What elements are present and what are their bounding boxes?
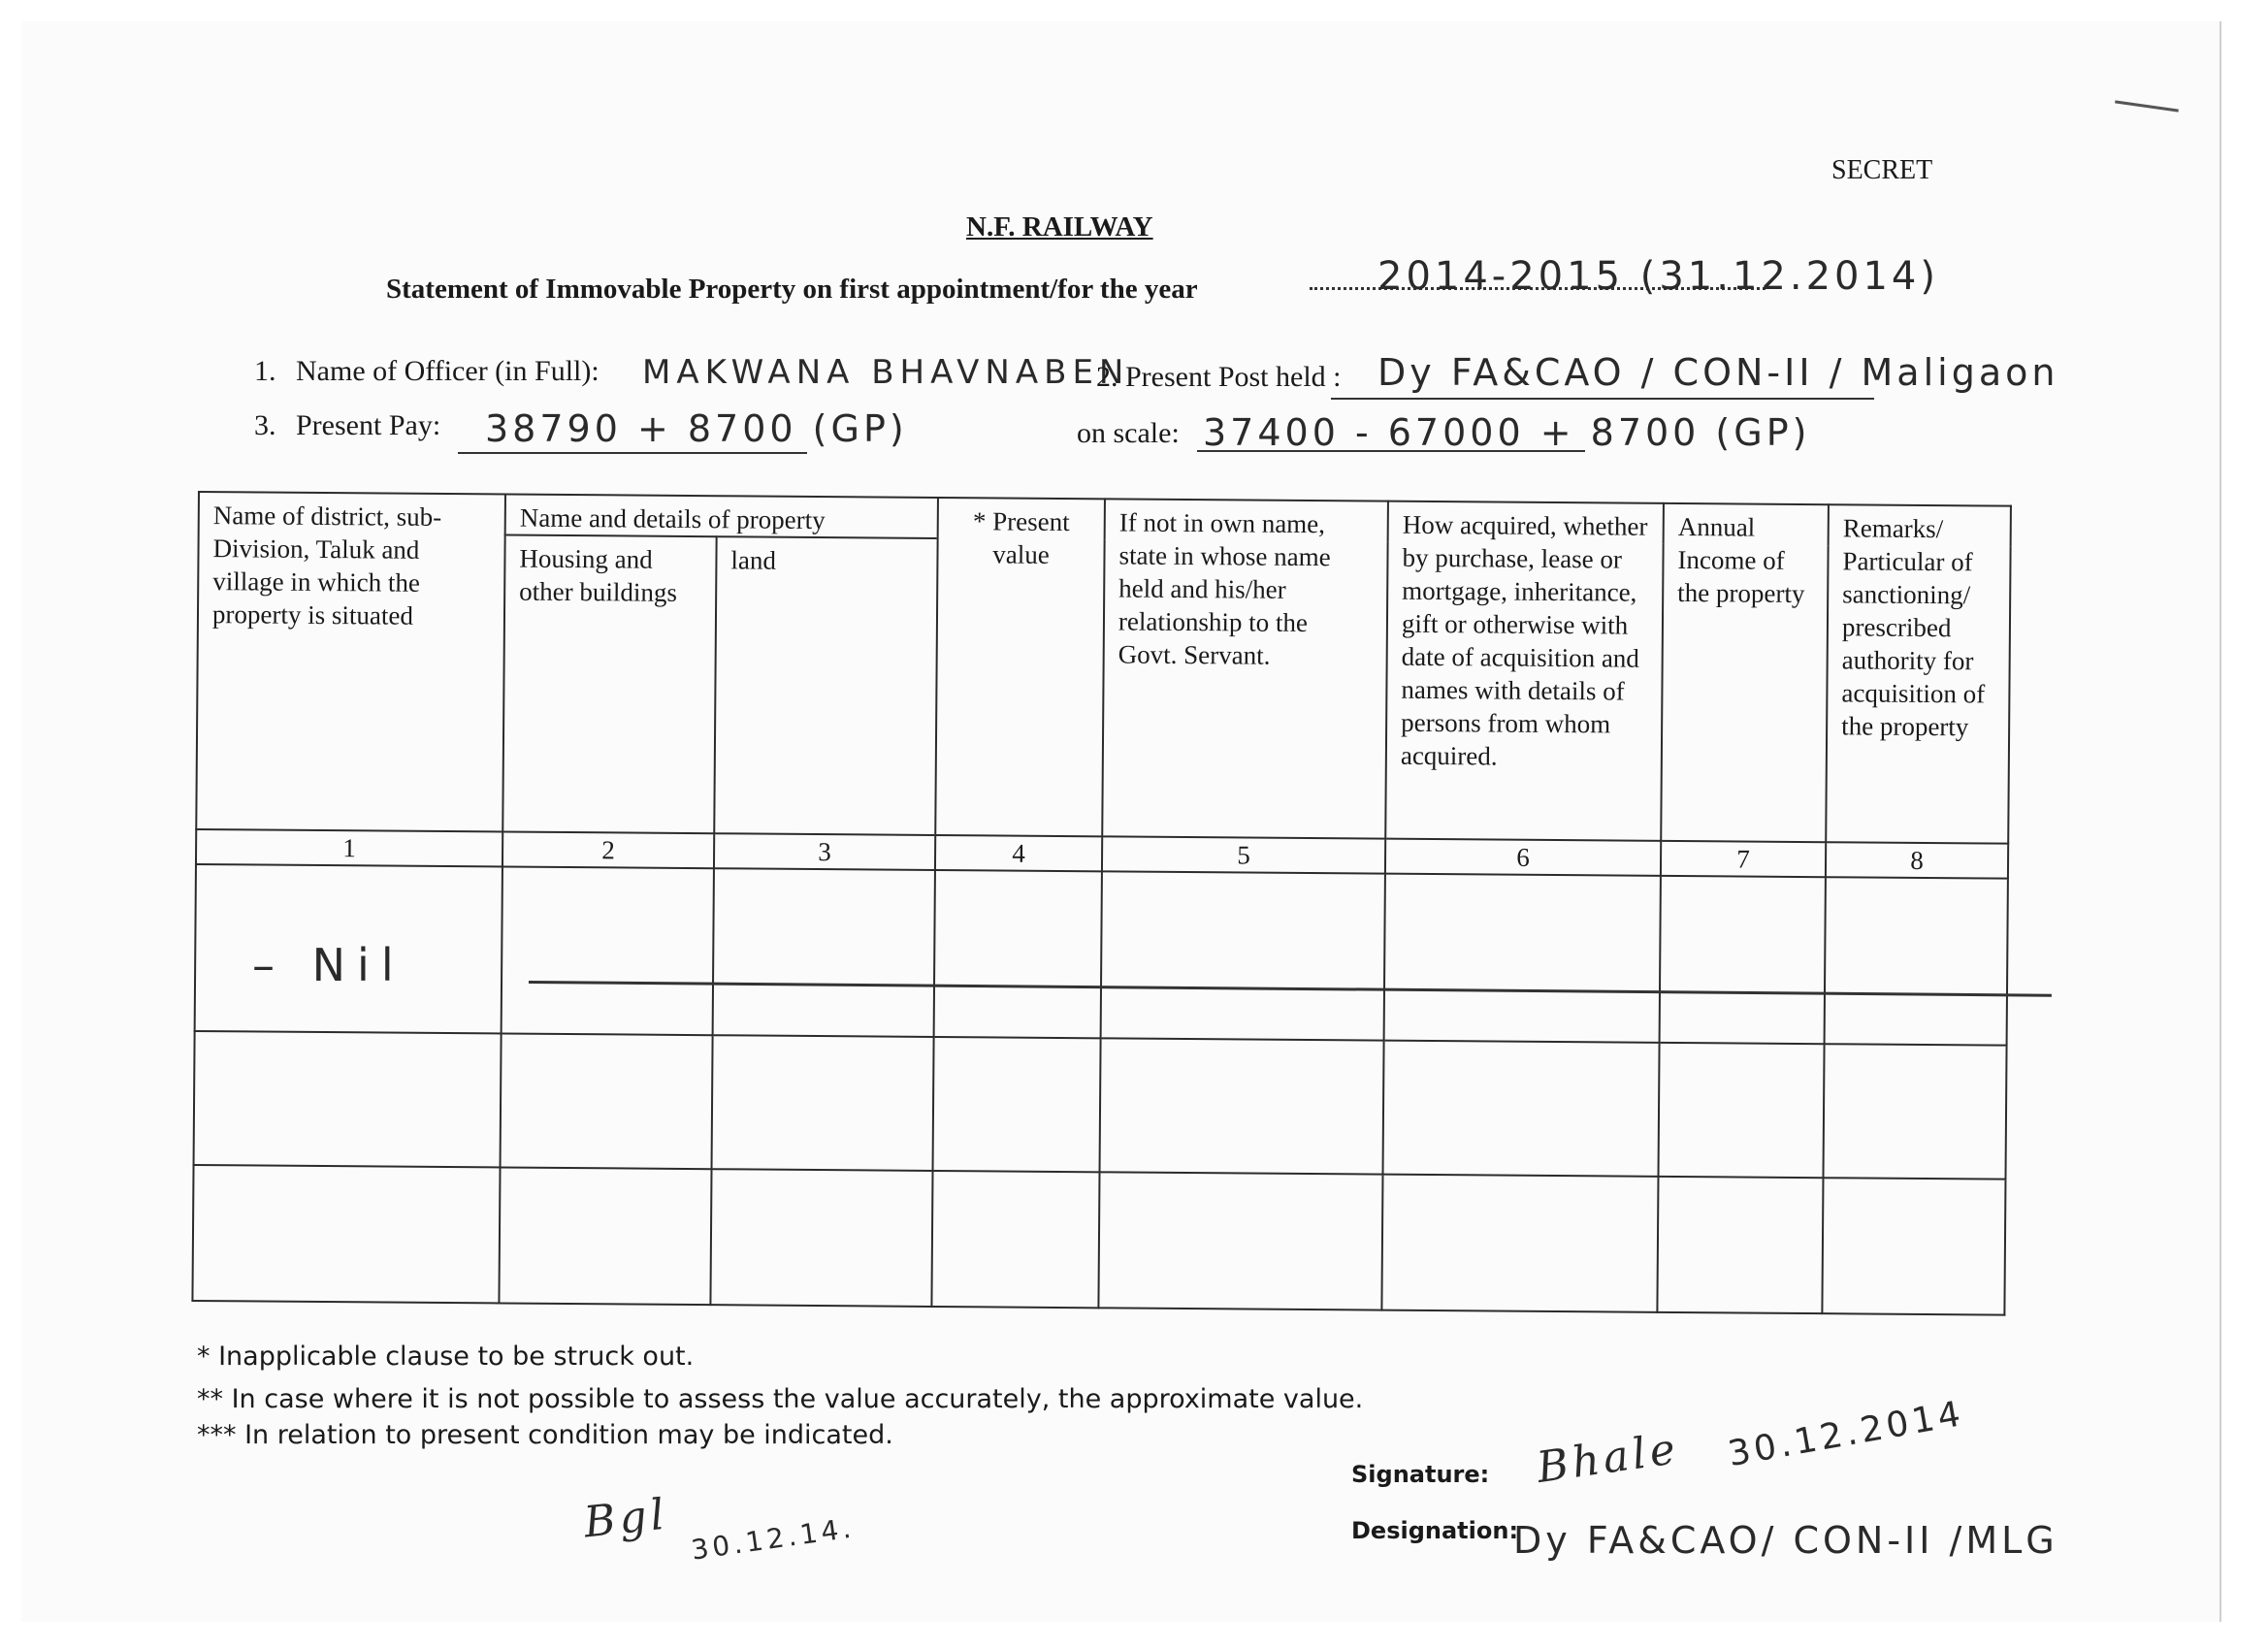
col5-header: If not in own name, state in whose name held and his/her relationship to the Govt. Servant. [1102,499,1388,838]
footnote-3: *** In relation to present condition may be indicated. [197,1420,893,1450]
signature-label: Signature: [1351,1461,1490,1488]
col-number-2: 2 [502,831,714,868]
property-table [191,491,2012,1316]
name-number: 1. [254,355,276,387]
col-number-7: 7 [1661,841,1826,877]
col4-header: * Present value [935,498,1105,836]
initials-mark: Bgl [581,1489,671,1548]
present-pay-value: 38790 + 8700 (GP) [485,407,908,450]
post-label: 2. Present Post held : [1096,361,1342,393]
year-value: 2014-2015 (31.12.2014) [1377,254,1939,299]
col2b-header: land [714,536,937,835]
col-number-4: 4 [935,835,1102,871]
name-label: Name of Officer (in Full): [296,355,599,387]
pay-underline [458,452,807,454]
organisation-title: N.F. RAILWAY [966,211,1153,242]
col-number-3: 3 [714,833,935,870]
present-post-value: Dy FA&CAO / CON-II / Maligaon [1377,351,2059,394]
post-underline [1331,398,1874,400]
table-row [195,864,2008,1046]
col-number-8: 8 [1826,842,2008,878]
footnote-2: ** In case where it is not possible to assess the value accurately, the approximate value. [197,1384,1364,1414]
statement-label: Statement of Immovable Property on first appointment/for the year [386,274,1198,305]
signature-date: 30.12.2014 [1725,1393,1967,1475]
pay-scale-value: 37400 - 67000 + 8700 (GP) [1203,411,1811,454]
col7-header: Annual Income of the property [1661,503,1829,842]
scale-label: on scale: [1077,417,1180,449]
table-row [194,1031,2007,1180]
footnote-1: * Inapplicable clause to be struck out. [197,1342,695,1372]
col-number-1: 1 [196,829,502,866]
col8-header: Remarks/ Particular of sanctioning/ prescribed authority for acquisition of the property [1826,504,2011,843]
col-number-6: 6 [1385,839,1661,876]
col-number-5: 5 [1102,836,1385,873]
designation-label: Designation: [1351,1517,1519,1544]
secret-label: SECRET [1831,155,1933,185]
initials-date: 30.12.14. [689,1511,858,1567]
table-row [192,1165,2005,1315]
col2-group-header: Name and details of property [505,494,938,538]
pay-label: Present Pay: [296,409,441,441]
signature-mark: Bhale [1534,1424,1682,1493]
designation-value: Dy FA&CAO/ CON-II /MLG [1513,1519,2058,1562]
col6-header: How acquired, whether by purchase, lease or mortgage, inheritance, gift or otherwise with date of acquisition and names with details of persons from whom acquired. [1385,501,1664,841]
nil-entry: – Nil [252,939,405,991]
col1-header: Name of district, sub-Division, Taluk and village in which the property is situated [196,492,505,831]
col2a-header: Housing and other buildings [502,534,716,833]
pay-number: 3. [254,409,276,441]
officer-name-value: MAKWANA BHAVNABEN [642,353,1130,392]
